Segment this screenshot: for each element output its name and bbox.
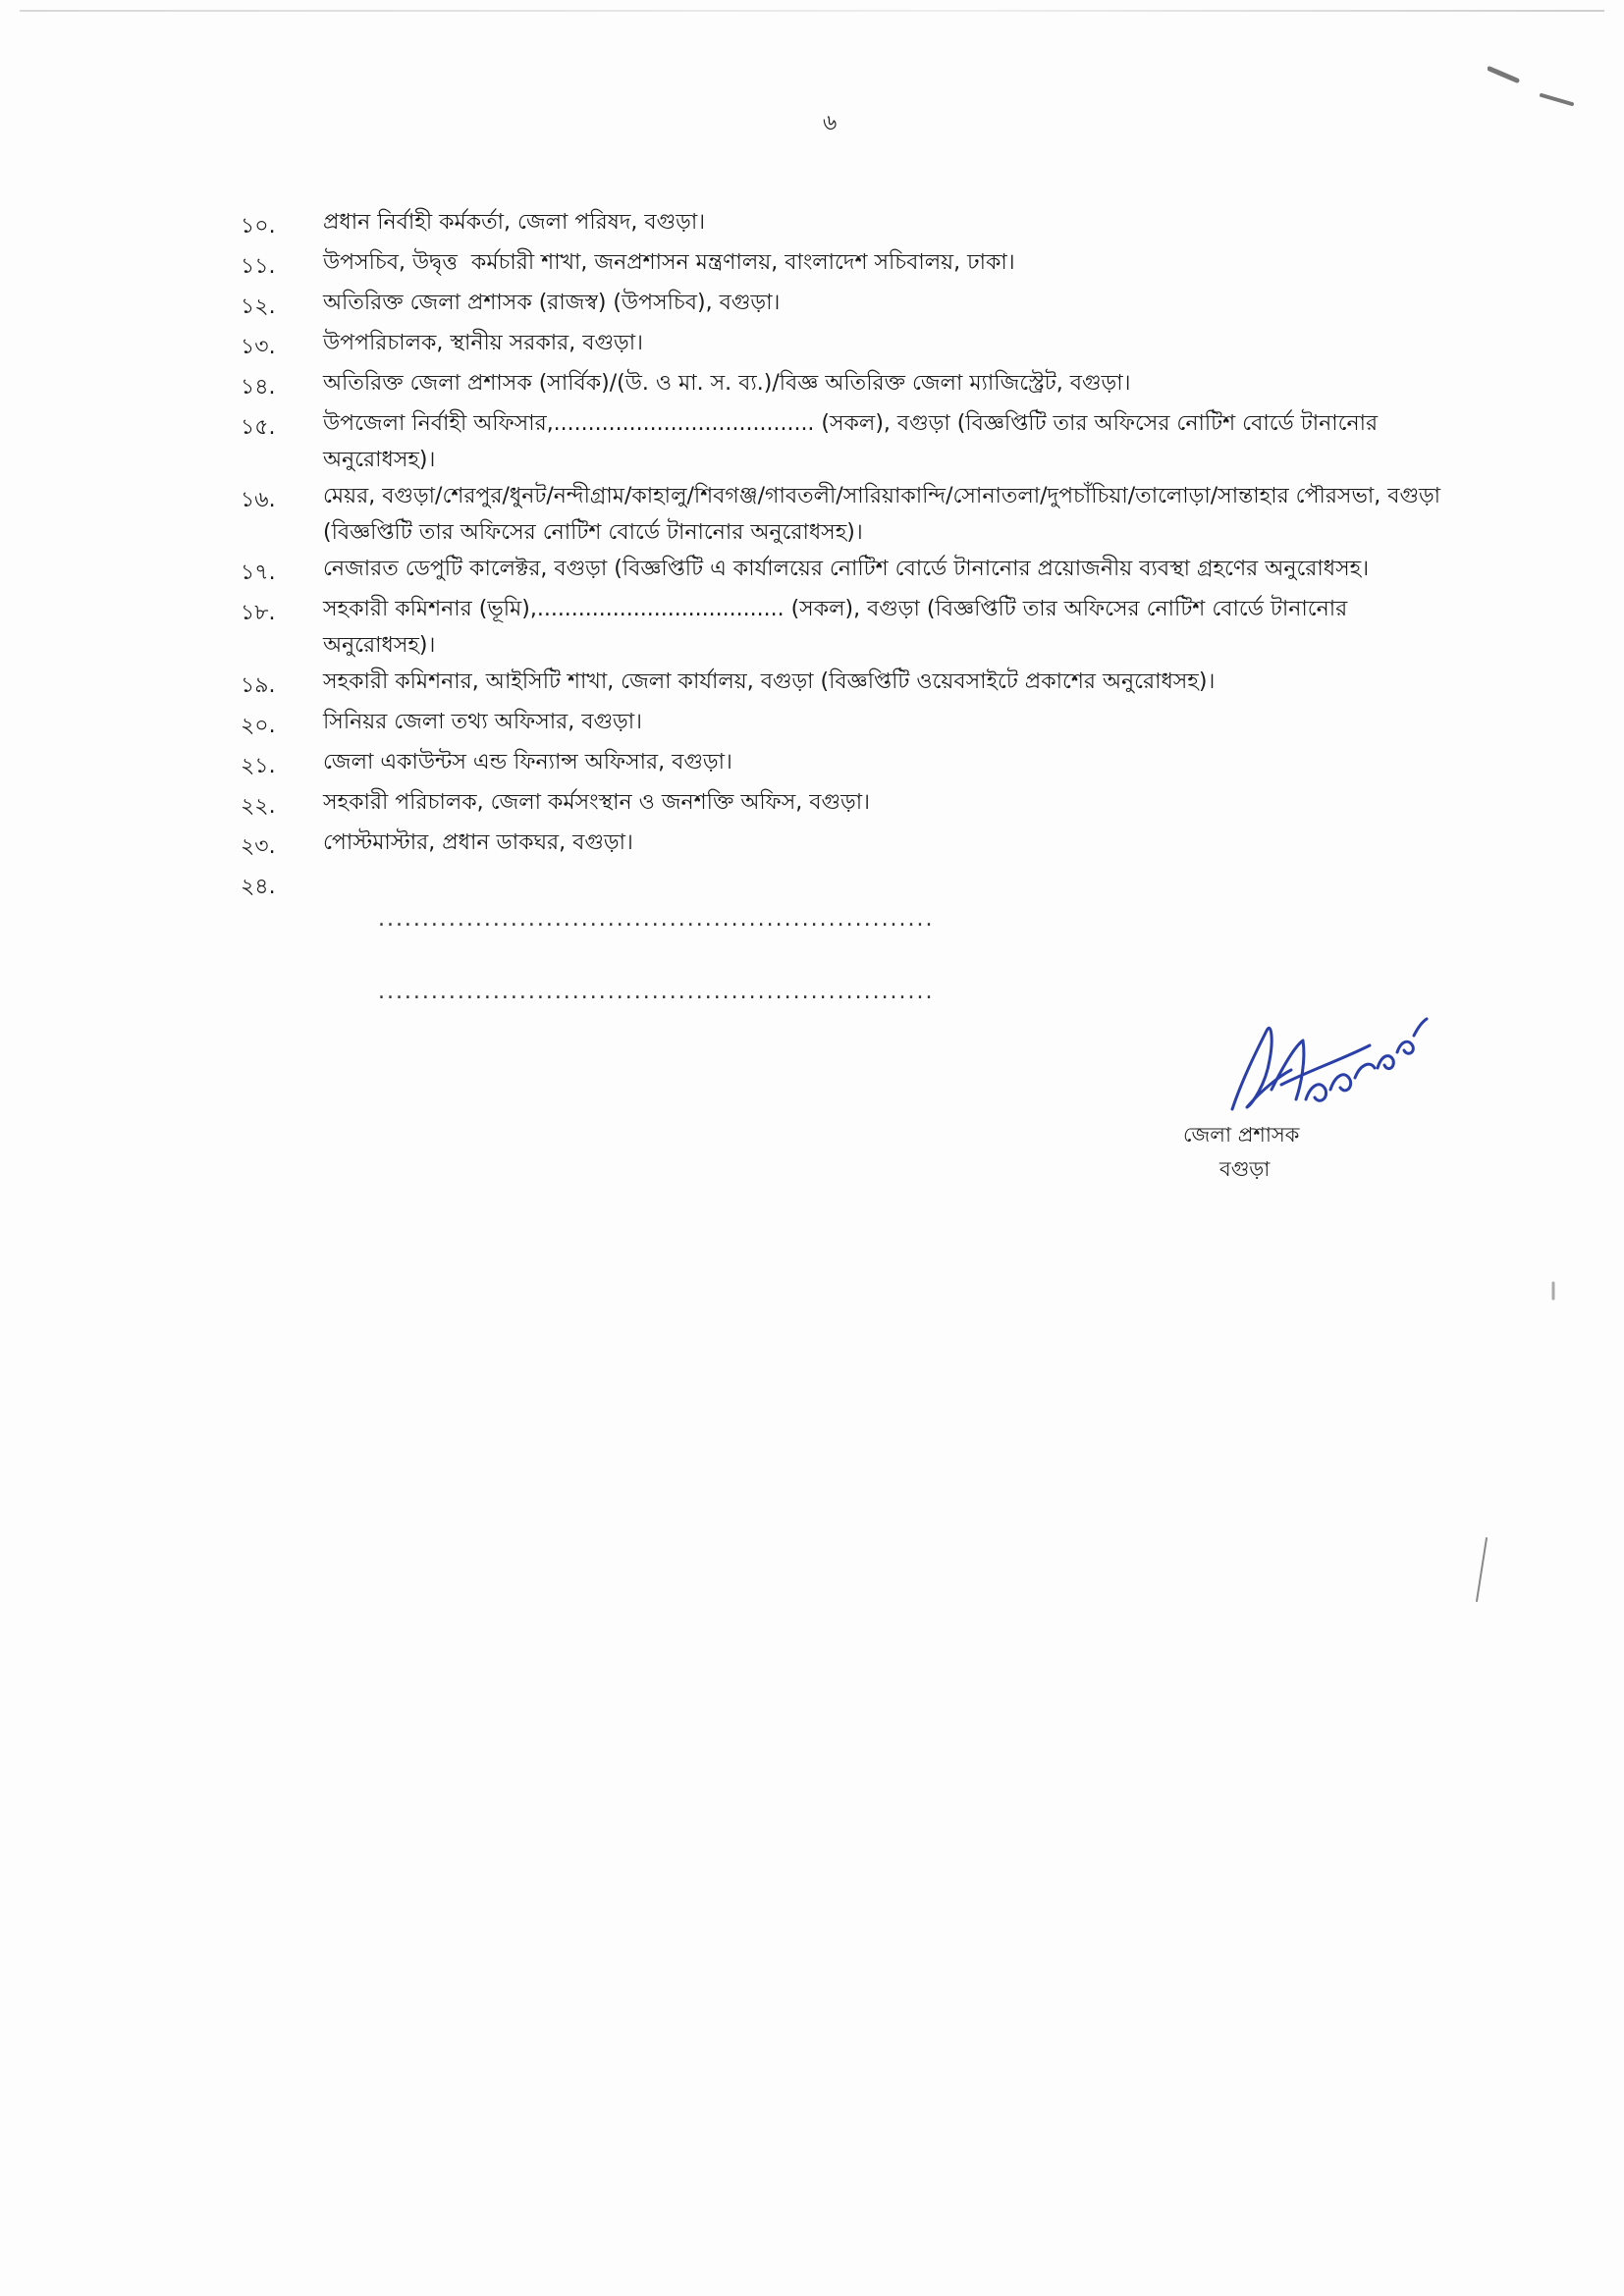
list-item	[241, 204, 1458, 244]
signatory-title: জেলা প্রশাসক	[1183, 1123, 1300, 1147]
item-text: সহকারী কমিশনার, আইসিটি শাখা, জেলা কার্যালয়, বগুড়া (বিজ্ঞপ্তিটি ওয়েবসাইটে প্রকাশের অনুরোধসহ)।	[323, 669, 1216, 694]
item-text: সহকারী পরিচালক, জেলা কর্মসংস্থান ও জনশক্তি অফিস, বগুড়া।	[323, 790, 870, 815]
item-text: সহকারী কমিশনার (ভূমি),.................................... (সকল), বগুড়া (বিজ্ঞপ্তিটি তার অফিসের নোটিশ বোর্ডে টানানোর অনুরোধসহ)।	[323, 597, 1355, 658]
item-text: নেজারত ডেপুটি কালেক্টর, বগুড়া (বিজ্ঞপ্তিটি এ কার্যালয়ের নোটিশ বোর্ডে টানানোর প্রয়োজনীয় ব্যবস্থা গ্রহণের অনুরোধসহ।	[323, 557, 1370, 581]
item-number: ১০.	[241, 214, 276, 239]
item-text: পোস্টমাস্টার, প্রধান ডাকঘর, বগুড়া।	[323, 830, 633, 855]
scan-smudge	[1546, 1281, 1560, 1301]
item-number: ২১.	[241, 754, 276, 778]
item-number: ২০.	[241, 714, 276, 738]
item-number: ১৮.	[241, 601, 276, 625]
item-text: উপপরিচালক, স্থানীয় সরকার, বগুড়া।	[323, 331, 643, 355]
scan-smudge	[1473, 1536, 1492, 1605]
signatory-place: বগুড়া	[1219, 1157, 1271, 1181]
distribution-list	[241, 204, 1458, 1046]
item-number: ১৪.	[241, 375, 276, 400]
item-text: জেলা একাউন্টস এন্ড ফিন্যান্স অফিসার, বগুড়া।	[323, 750, 732, 774]
blank-line-1: ...............................................................	[377, 907, 935, 932]
list-item	[241, 365, 1458, 405]
list-item	[241, 704, 1458, 744]
item-text: উপসচিব, উদ্বৃত্ত কর্মচারী শাখা, জনপ্রশাসন মন্ত্রণালয়, বাংলাদেশ সচিবালয়, ঢাকা।	[323, 250, 1015, 275]
item-text: উপজেলা নির্বাহী অফিসার,...................................... (সকল), বগুড়া (বিজ্ঞপ্তিটি তার অফিসের নোটিশ বোর্ডে টানানোর অনুরোধসহ)।	[323, 411, 1385, 472]
item-number: ১২.	[241, 294, 276, 319]
list-item	[241, 664, 1458, 704]
list-item	[241, 744, 1458, 784]
list-item	[241, 825, 1458, 865]
item-number: ১৬.	[241, 488, 276, 512]
item-text: সিনিয়র জেলা তথ্য অফিসার, বগুড়া।	[323, 710, 642, 734]
list-item	[241, 591, 1458, 664]
item-number: ২৪.	[241, 875, 276, 899]
item-text: মেয়র, বগুড়া/শেরপুর/ধুনট/নন্দীগ্রাম/কাহালু/শিবগঞ্জ/গাবতলী/সারিয়াকান্দি/সোনাতলা/দুপচাঁচিয়া/তালোড়া/সান্তাহার পৌরসভা, বগুড়া (বিজ্ঞপ্তিটি তার অফিসের নোটিশ বোর্ডে টানানোর অনুরোধসহ)।	[323, 484, 1448, 545]
item-number: ১৭.	[241, 561, 276, 585]
list-item	[241, 551, 1458, 591]
item-number: ২২.	[241, 794, 276, 819]
list-item	[241, 244, 1458, 285]
list-item	[241, 285, 1458, 325]
list-item	[241, 405, 1458, 478]
list-item	[241, 784, 1458, 825]
page-number: ৬	[823, 111, 838, 135]
item-text: প্রধান নির্বাহী কর্মকর্তা, জেলা পরিষদ, বগুড়া।	[323, 210, 706, 235]
item-number: ২৩.	[241, 834, 276, 859]
item-number: ১৩.	[241, 335, 276, 359]
scan-smudge	[1488, 61, 1576, 110]
list-item	[241, 325, 1458, 365]
handwritten-signature	[1213, 991, 1429, 1139]
item-number: ১১.	[241, 254, 276, 279]
blank-line-2: ...............................................................	[377, 980, 935, 1004]
list-item	[241, 478, 1458, 551]
item-text: অতিরিক্ত জেলা প্রশাসক (রাজস্ব) (উপসচিব), বগুড়া।	[323, 291, 781, 315]
item-number: ১৫.	[241, 415, 276, 440]
item-number: ১৯.	[241, 673, 276, 698]
item-text: অতিরিক্ত জেলা প্রশাসক (সার্বিক)/(উ. ও মা. স. ব্য.)/বিজ্ঞ অতিরিক্ত জেলা ম্যাজিস্ট্রেট, বগুড়া।	[323, 371, 1131, 396]
scan-edge-line	[20, 10, 1604, 12]
